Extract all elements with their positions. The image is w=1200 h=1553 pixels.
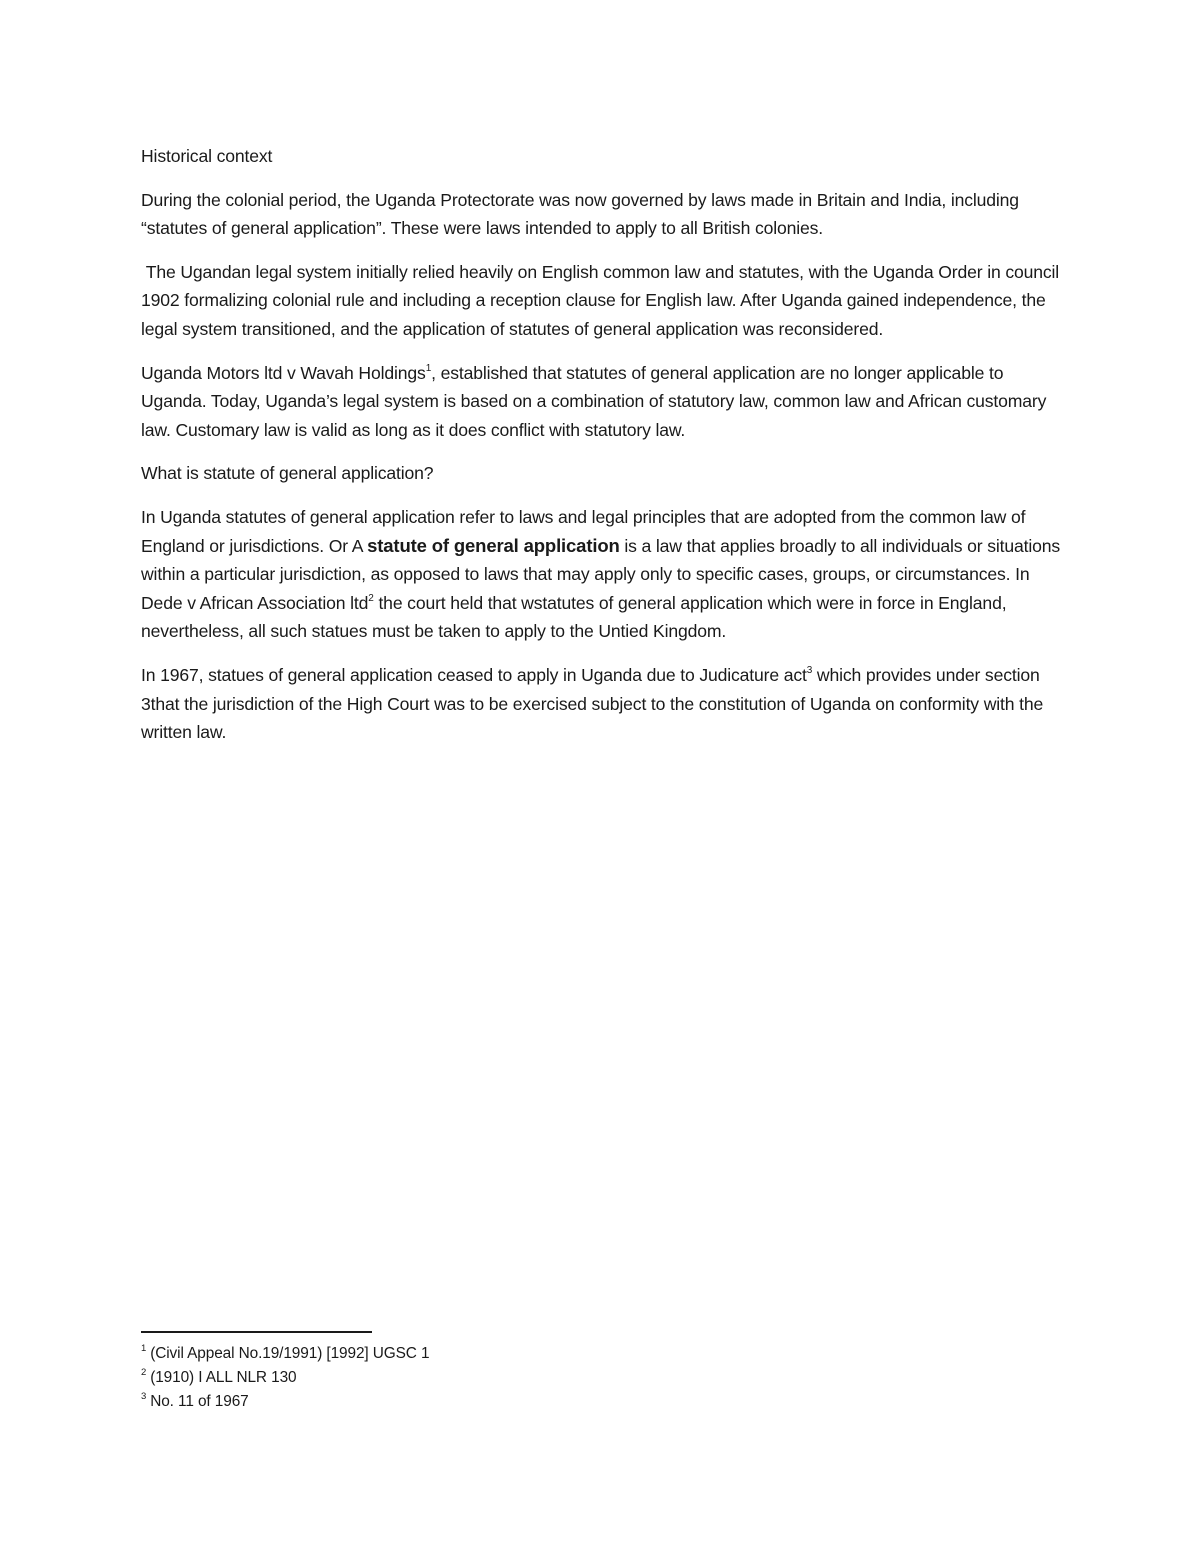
paragraph-text: In 1967, statues of general application ceased to apply in Uganda due to Judicature act bbox=[141, 664, 807, 685]
document-body bbox=[141, 142, 1066, 762]
question-heading: What is statute of general application? bbox=[141, 463, 434, 484]
footnote-ref-1[interactable]: 1 bbox=[425, 362, 432, 374]
footnote-number: 1 bbox=[141, 1342, 147, 1354]
footnote-text: No. 11 of 1967 bbox=[150, 1393, 249, 1410]
section-heading: Historical context bbox=[141, 146, 273, 166]
paragraph-text: the court held that wstatutes of general application which were in force in England, nevertheless, all such statues must be taken to apply to the Untied Kingdom. bbox=[141, 592, 1007, 642]
bold-term: statute of general application bbox=[367, 534, 620, 556]
paragraph-ugandan-legal-system-text: The Ugandan legal system initially relied heavily on English common law and statutes, with the Uganda Order in council 1902 formalizing colonial rule and including a reception clause for English law. After Uganda gained independence, the legal system transitioned, and the application of statutes of general application was reconsidered. bbox=[141, 261, 1064, 339]
footnote-1 bbox=[141, 1342, 841, 1366]
paragraph-1967 bbox=[141, 661, 1066, 747]
footnote-ref-2[interactable]: 2 bbox=[368, 592, 374, 604]
paragraph-text: In Uganda statutes of general application refer to laws and legal principles that are adopted from the common law of England or jurisdictions. Or A bbox=[141, 506, 1026, 556]
footnote-text: (Civil Appeal No.19/1991) [1992] UGSC 1 bbox=[150, 1345, 430, 1362]
case-citation-text: Uganda Motors ltd v Wavah Holdings bbox=[141, 362, 426, 383]
footnotes-section bbox=[141, 1342, 841, 1414]
footnote-number: 3 bbox=[141, 1390, 147, 1402]
footnote-2 bbox=[141, 1366, 841, 1390]
paragraph-text: is a law that applies broadly to all individuals or situations within a particular jurisdiction, as opposed to laws that may apply only to specific cases, groups, or circumstances. In Dede v African Association ltd bbox=[141, 535, 1061, 613]
paragraph-ugandan-legal-system bbox=[141, 258, 1066, 344]
paragraph-text: which provides under section 3that the jurisdiction of the High Court was to be exercised subject to the constitution of Uganda on conformity with the written law. bbox=[141, 664, 1044, 743]
footnote-3 bbox=[141, 1390, 841, 1414]
paragraph-text: , established that statutes of general application are no longer applicable to Uganda. Today, Uganda’s legal system is based on a combination of statutory law, common law and African customary law. Customary law is valid as long as it does conflict with statutory law. bbox=[141, 362, 1047, 440]
paragraph-colonial-period: During the colonial period, the Uganda Protectorate was now governed by laws made in Britain and India, including “statutes of general application”. These were laws intended to apply to all British colonies. bbox=[141, 189, 1019, 239]
footnote-ref-3[interactable]: 3 bbox=[806, 665, 813, 677]
footnote-text: (1910) I ALL NLR 130 bbox=[150, 1369, 297, 1386]
paragraph-definition bbox=[141, 503, 1066, 646]
footnote-number: 2 bbox=[141, 1366, 147, 1378]
footnote-separator bbox=[141, 1331, 372, 1333]
paragraph-uganda-motors bbox=[141, 359, 1066, 445]
